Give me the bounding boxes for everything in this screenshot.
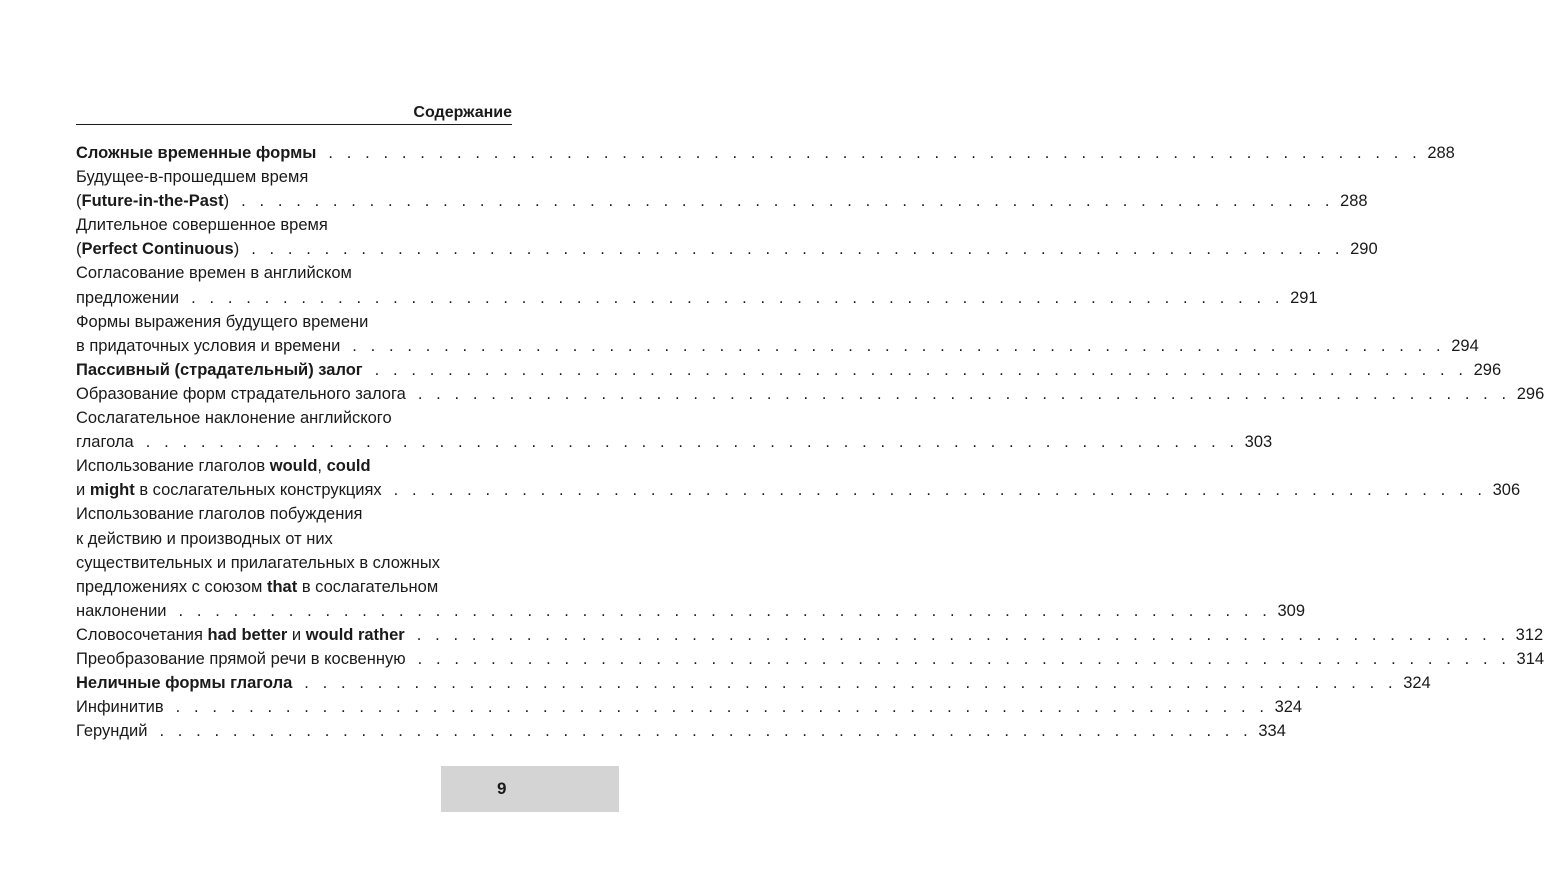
toc-entry [76,286,1318,310]
toc-page-number: 303 [1244,433,1273,452]
toc-entry [76,575,508,599]
dot-leader: . . . . . . . . . . . . . . . . . . . . . . . . . . . . . . . . . . . . . . . . . . . . . . . . . . . . . . . . . . . . [159,722,1253,741]
toc-entry [76,623,1544,647]
toc-entry-title: (Future-in-the-Past) [76,192,230,211]
toc-entry-title: Сложные временные формы [76,144,317,162]
toc-entry [76,671,1431,695]
toc-entry [76,382,1544,406]
toc-entry [76,141,1455,165]
toc-entry-title: Будущее-в-прошедшем время [76,168,309,187]
toc-entry [76,430,1273,454]
toc-entry-title: Образование форм страдательного залога [76,384,406,403]
toc-page-number: 296 [1516,384,1544,403]
toc-entry [76,261,508,285]
toc-entry-title: наклонении [76,601,167,620]
toc-page-number: 312 [1515,625,1544,644]
toc-entry-title: и might в сослагательных конструкциях [76,481,382,500]
toc-entry [76,502,508,526]
toc-entry-title: предложениях с союзом that в сослагательном [76,577,439,596]
toc-entry [76,551,508,575]
toc-entry-title: Словосочетания had better и would rather [76,625,405,644]
toc-entry [76,334,1479,358]
toc-entry [76,695,1303,719]
dot-leader: . . . . . . . . . . . . . . . . . . . . . . . . . . . . . . . . . . . . . . . . . . . . . . . . . . . . . . . . . . . . [175,698,1269,717]
dot-leader: . . . . . . . . . . . . . . . . . . . . . . . . . . . . . . . . . . . . . . . . . . . . . . . . . . . . . . . . . . . . [393,481,1487,500]
dot-leader: . . . . . . . . . . . . . . . . . . . . . . . . . . . . . . . . . . . . . . . . . . . . . . . . . . . . . . . . . . . . [145,433,1239,452]
toc-entry-title: Формы выражения будущего времени [76,312,369,331]
dot-leader: . . . . . . . . . . . . . . . . . . . . . . . . . . . . . . . . . . . . . . . . . . . . . . . . . . . . . . . . . . . . [417,384,1511,403]
toc-page-number: 324 [1274,698,1303,717]
toc-entry-title: предложении [76,288,180,307]
toc-entry [76,454,508,478]
toc-page-number: 314 [1516,649,1544,668]
dot-leader: . . . . . . . . . . . . . . . . . . . . . . . . . . . . . . . . . . . . . . . . . . . . . . . . . . . . . . . . . . . . [352,336,1446,355]
dot-leader: . . . . . . . . . . . . . . . . . . . . . . . . . . . . . . . . . . . . . . . . . . . . . . . . . . . . . . . . . . . . [374,360,1468,379]
toc-entry [76,406,508,430]
dot-leader: . . . . . . . . . . . . . . . . . . . . . . . . . . . . . . . . . . . . . . . . . . . . . . . . . . . . . . . . . . . . [251,240,1345,259]
toc-entry-title: существительных и прилагательных в сложных [76,553,440,572]
toc-entry [76,527,508,551]
running-header: Содержание [413,104,512,121]
toc-entry [76,189,1368,213]
toc-page-number: 294 [1451,336,1479,355]
toc-page-number: 296 [1473,360,1502,379]
toc-entry-title: Пассивный (страдательный) залог [76,360,363,379]
toc-entry-title: Использование глаголов побуждения [76,505,363,524]
toc-entry-title: Неличные формы глагола [76,674,293,693]
toc-page-number: 309 [1277,601,1305,620]
toc-entry-title: Герундий [76,722,148,741]
toc-entry-title: Согласование времен в английском [76,264,352,283]
toc-entry-title: глагола [76,433,134,452]
toc-entry-title: в придаточных условия и времени [76,336,341,355]
dot-leader: . . . . . . . . . . . . . . . . . . . . . . . . . . . . . . . . . . . . . . . . . . . . . . . . . . . . . . . . . . . . [417,649,1511,668]
toc-entry-title: Сослагательное наклонение английского [76,409,392,428]
toc-page-number: 334 [1258,722,1286,741]
toc-entry-title: (Perfect Continuous) [76,240,240,259]
toc-page-number: 324 [1403,674,1431,693]
toc-entry [76,237,1378,261]
toc-entry [76,213,508,237]
toc-entry [76,647,1544,671]
dot-leader: . . . . . . . . . . . . . . . . . . . . . . . . . . . . . . . . . . . . . . . . . . . . . . . . . . . . . . . . . . . . [304,674,1398,693]
toc-entry-title: Использование глаголов would, could [76,457,371,476]
toc-entry [76,165,508,189]
table-of-contents [76,141,1544,743]
page-number: 9 [497,779,507,798]
dot-leader: . . . . . . . . . . . . . . . . . . . . . . . . . . . . . . . . . . . . . . . . . . . . . . . . . . . . . . . . . . . . [191,288,1285,307]
dot-leader: . . . . . . . . . . . . . . . . . . . . . . . . . . . . . . . . . . . . . . . . . . . . . . . . . . . . . . . . . . . . [178,601,1272,620]
toc-entry [76,599,1305,623]
header-rule [76,124,512,125]
toc-entry [76,310,508,334]
toc-entry-title: к действию и производных от них [76,529,333,548]
page-number-tab [441,766,619,812]
toc-entry [76,719,1286,743]
dot-leader: . . . . . . . . . . . . . . . . . . . . . . . . . . . . . . . . . . . . . . . . . . . . . . . . . . . . . . . . . . . . [328,144,1422,162]
toc-entry-title: Преобразование прямой речи в косвенную [76,649,406,668]
toc-page-number: 288 [1340,192,1368,211]
toc-entry [76,478,1521,502]
dot-leader: . . . . . . . . . . . . . . . . . . . . . . . . . . . . . . . . . . . . . . . . . . . . . . . . . . . . . . . . . . . . [416,625,1510,644]
toc-page-number: 306 [1492,481,1521,500]
toc-entry [76,358,1502,382]
dot-leader: . . . . . . . . . . . . . . . . . . . . . . . . . . . . . . . . . . . . . . . . . . . . . . . . . . . . . . . . . . . . [241,192,1335,211]
toc-entry-title: Инфинитив [76,698,164,717]
toc-page-number: 288 [1427,144,1455,162]
toc-page-number: 291 [1290,288,1318,307]
toc-page-number: 290 [1350,240,1378,259]
toc-entry-title: Длительное совершенное время [76,216,328,235]
